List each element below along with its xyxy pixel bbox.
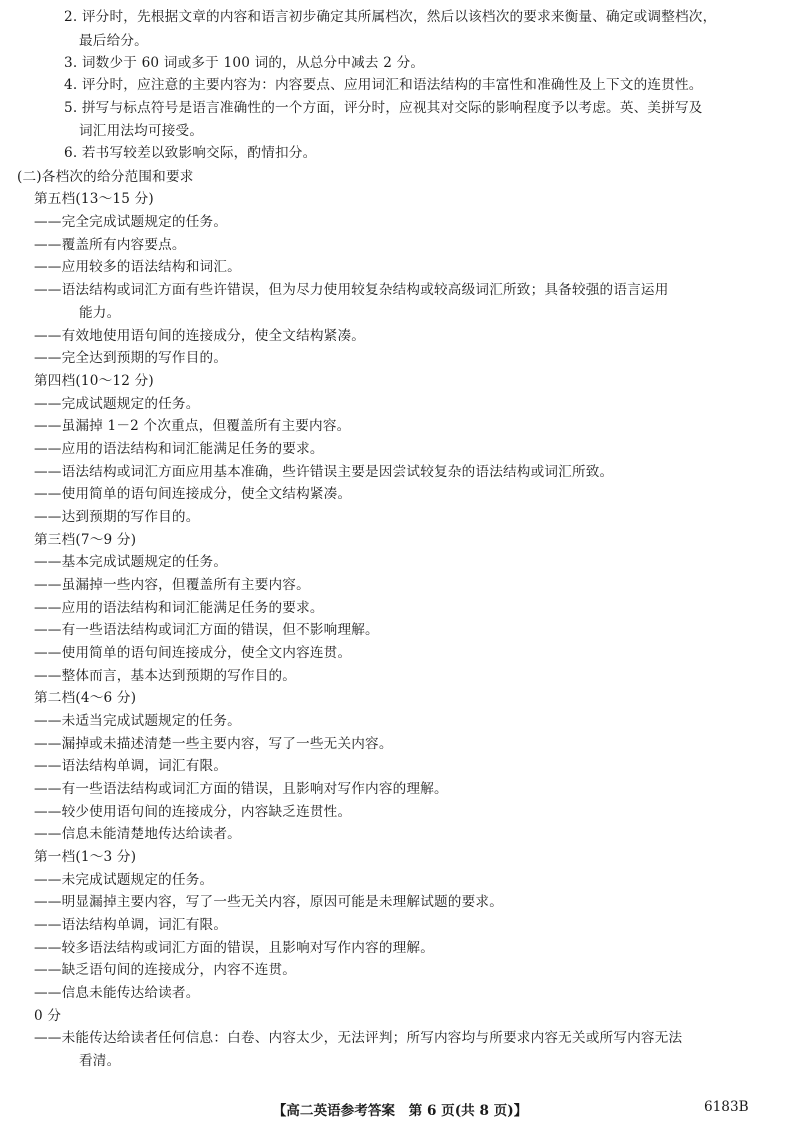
level-1-item: ——语法结构单调，词汇有限。 [34,917,228,933]
level-3-item: ——有一些语法结构或词汇方面的错误，但不影响理解。 [34,622,379,638]
level-5-item-cont: 能力。 [79,305,121,321]
level-5-heading: 第五档(13～15 分) [34,191,154,207]
rule-2-line-2: 最后给分。 [79,33,148,49]
level-4-heading: 第四档(10～12 分) [34,373,154,389]
section-heading-levels: (二)各档次的给分范围和要求 [17,169,194,185]
level-1-item: ——信息未能传达给读者。 [34,985,200,1001]
level-0-item-cont: 看清。 [79,1053,121,1069]
level-0-heading: 0 分 [34,1008,62,1024]
level-1-item: ——未完成试题规定的任务。 [34,872,214,888]
level-3-item: ——整体而言，基本达到预期的写作目的。 [34,668,297,684]
level-4-item: ——使用简单的语句间连接成分，使全文结构紧凑。 [34,486,352,502]
level-3-item: ——使用简单的语句间连接成分，使全文内容连贯。 [34,645,352,661]
level-1-item: ——较多语法结构或词汇方面的错误，且影响对写作内容的理解。 [34,940,435,956]
level-2-item: ——未适当完成试题规定的任务。 [34,713,241,729]
level-0-item: ——未能传达给读者任何信息：白卷、内容太少，无法评判；所写内容均与所要求内容无关或所写内容无法 [34,1030,683,1046]
level-3-heading: 第三档(7～9 分) [34,532,137,548]
level-2-item: ——漏掉或未描述清楚一些主要内容，写了一些无关内容。 [34,736,393,752]
level-5-item: ——覆盖所有内容要点。 [34,237,186,253]
level-5-item: ——有效地使用语句间的连接成分，使全文结构紧凑。 [34,328,366,344]
level-2-item: ——有一些语法结构或词汇方面的错误，且影响对写作内容的理解。 [34,781,448,797]
level-5-item: ——语法结构或词汇方面有些许错误，但为尽力使用较复杂结构或较高级词汇所致；具备较强的语言运用 [34,282,669,298]
rule-6: 6. 若书写较差以致影响交际，酌情扣分。 [64,145,317,161]
rule-2-line-1: 2. 评分时，先根据文章的内容和语言初步确定其所属档次，然后以该档次的要求来衡量、确定或调整档次， [64,9,717,25]
footer-title: 【高二英语参考答案 第 6 页(共 8 页)】 [272,1103,528,1119]
footer-code: 6183B [704,1099,749,1115]
level-2-heading: 第二档(4～6 分) [34,690,137,706]
level-1-item: ——明显漏掉主要内容，写了一些无关内容，原因可能是未理解试题的要求。 [34,894,503,910]
level-2-item: ——信息未能清楚地传达给读者。 [34,826,241,842]
level-5-item: ——应用较多的语法结构和词汇。 [34,259,241,275]
level-5-item: ——完全达到预期的写作目的。 [34,350,228,366]
rule-5-line-1: 5. 拼写与标点符号是语言准确性的一个方面，评分时，应视其对交际的影响程度予以考虑。英、美拼写及 [64,100,703,116]
rule-5-line-2: 词汇用法均可接受。 [79,123,204,139]
rule-4: 4. 评分时，应注意的主要内容为：内容要点、应用词汇和语法结构的丰富性和准确性及上下文的连贯性。 [64,77,703,93]
level-5-item: ——完全完成试题规定的任务。 [34,214,228,230]
level-4-item: ——语法结构或词汇方面应用基本准确，些许错误主要是因尝试较复杂的语法结构或词汇所致。 [34,464,614,480]
level-4-item: ——达到预期的写作目的。 [34,509,200,525]
page-footer [0,1099,800,1121]
rule-3: 3. 词数少于 60 词或多于 100 词的，从总分中减去 2 分。 [64,55,425,71]
level-3-item: ——应用的语法结构和词汇能满足任务的要求。 [34,600,324,616]
level-1-heading: 第一档(1～3 分) [34,849,137,865]
level-3-item: ——基本完成试题规定的任务。 [34,554,228,570]
level-1-item: ——缺乏语句间的连接成分，内容不连贯。 [34,962,297,978]
level-3-item: ——虽漏掉一些内容，但覆盖所有主要内容。 [34,577,310,593]
level-4-item: ——完成试题规定的任务。 [34,396,200,412]
level-4-item: ——应用的语法结构和词汇能满足任务的要求。 [34,441,324,457]
level-2-item: ——语法结构单调，词汇有限。 [34,758,228,774]
level-2-item: ——较少使用语句间的连接成分，内容缺乏连贯性。 [34,804,352,820]
level-4-item: ——虽漏掉 1－2 个次重点，但覆盖所有主要内容。 [34,418,351,434]
